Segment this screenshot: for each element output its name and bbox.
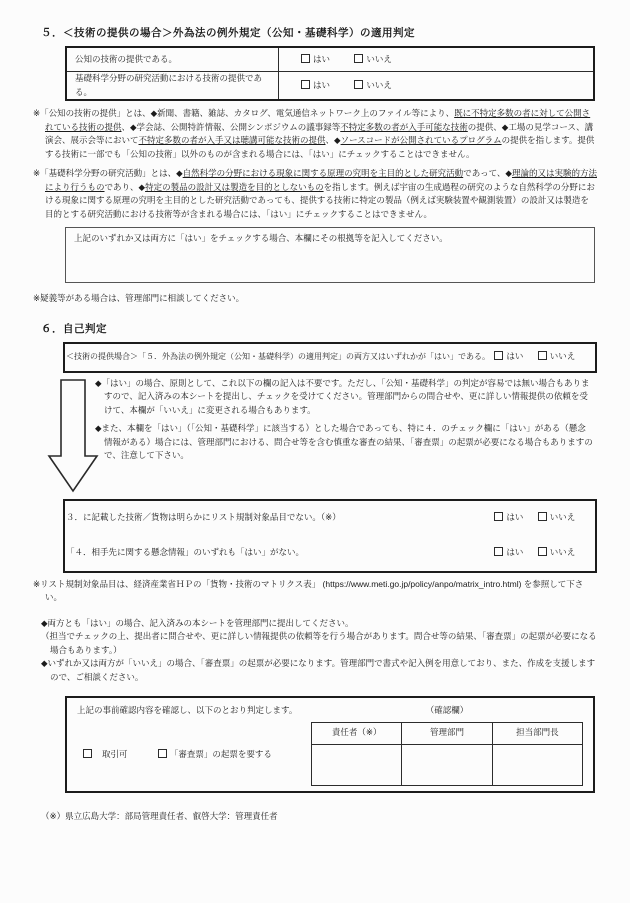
footer-note: （※）県立広島大学：部局管理責任者、叡啓大学：管理責任者 [41, 811, 278, 821]
checkbox-icon[interactable] [83, 749, 92, 758]
down-arrow-icon [47, 379, 99, 493]
checkbox-no[interactable] [538, 546, 576, 560]
column-header: 管理部門 [402, 722, 492, 744]
checkbox-yes[interactable] [301, 79, 330, 93]
checkbox-yes[interactable] [494, 350, 523, 364]
note-public-technology: ※「公知の技術の提供」とは、◆新聞、書籍、雑誌、カタログ、電気通信ネットワーク上のファイル等により、既に不特定多数の者に対して公開されている技術の提供、◆学会誌、公開特許情報、公開シンポジウムの議事録等不特定多数の者が入手可能な技術の提供、◆工場の見学コース、講演会、展示会等において不特定多数の者が入手又は聴講可能な技術の提供、◆ソースコードが公開されているプログラムの提供を指します。提供する技術に一部でも「公知の技術」以外のものが含まれる場合には、「はい」にチェックすることはできません。 [33, 108, 595, 159]
answer-cell [279, 72, 595, 101]
checkbox-no[interactable] [354, 79, 392, 93]
section6-check-table [63, 499, 597, 573]
guidance-bullets [95, 377, 597, 493]
list-control-note: ※リスト規制対象品目は、経済産業省ＨＰの「貨物・技術のマトリクス表」 (https://www.meti.go.jp/policy/anpo/matrix_intro.html) を参照して下さい。 [33, 578, 584, 602]
section6-title: ６．自己判定 [41, 322, 107, 335]
bullet-yes-case: ◆「はい」の場合、原則として、これ以下の欄の記入は不要です。ただし、「公知・基礎科学」の判定が容易では無い場合もありますので、記入済みの本シートを提出し、チェックを受けてください。管理部門からの問合せや、更に詳しい情報提供の依頼を受けて、本欄が「いいえ」に変更される場合もあります。 [95, 377, 590, 415]
signature-cell-responsible[interactable] [312, 744, 402, 785]
answer-cell [488, 536, 596, 572]
checkbox-label: いいえ [549, 351, 576, 362]
basis-entry-instruction: 上記のいずれか又は両方に「はい」をチェックする場合、本欄にその根拠等を記入してください。 [74, 233, 448, 243]
checkbox-icon[interactable] [538, 351, 547, 360]
checkbox-no[interactable] [354, 53, 392, 67]
checkbox-icon[interactable] [158, 749, 167, 758]
checkbox-label: いいえ [366, 53, 392, 64]
checkbox-label: はい [506, 351, 524, 362]
checkbox-label: いいえ [549, 512, 576, 523]
judgement-statement: 上記の事前確認内容を確認し、以下のとおり判定します。 [77, 705, 298, 715]
basis-entry-box[interactable] [65, 227, 595, 283]
section6-main-table [63, 342, 597, 373]
checkbox-label: 「審査票」の起票を要する [169, 749, 272, 759]
question-text: 公知の技術の提供である。 [66, 47, 279, 72]
checkbox-label: はい [313, 53, 331, 64]
checkbox-label: いいえ [549, 547, 576, 558]
checkbox-icon[interactable] [494, 351, 503, 360]
self-judgement-guidance [33, 377, 597, 493]
doubt-note: ※疑義等がある場合は、管理部門に相談してください。 [33, 293, 245, 303]
checkbox-approve[interactable] [83, 748, 128, 762]
table-row [64, 536, 596, 572]
checkbox-yes[interactable] [301, 53, 330, 67]
bullet-no-case: ◆いずれか又は両方が「いいえ」の場合、「審査票」の起票が必要になります。管理部門で書式や記入例を用意しており、また、作成を支援しますので、ご相談ください。 [41, 658, 596, 682]
judgement-options [83, 748, 272, 762]
checkbox-icon[interactable] [354, 80, 363, 89]
table-header-row [312, 722, 583, 744]
checkbox-no[interactable] [538, 350, 576, 364]
arrow-column [33, 377, 95, 493]
checkbox-icon[interactable] [538, 547, 547, 556]
answer-cell [488, 343, 596, 372]
answer-cell [488, 500, 596, 536]
checkbox-icon[interactable] [301, 54, 310, 63]
checkbox-icon[interactable] [494, 547, 503, 556]
checkbox-label: はい [506, 512, 524, 523]
section5-table [65, 46, 595, 101]
question-text: ＜技術の提供場合＞「５．外為法の例外規定（公知・基礎科学）の適用判定」の両方又はいずれかが「はい」である。 [66, 352, 490, 362]
table-row [64, 500, 596, 536]
checkbox-icon[interactable] [301, 80, 310, 89]
checkbox-icon[interactable] [354, 54, 363, 63]
checkbox-yes[interactable] [494, 511, 523, 525]
table-row [66, 72, 594, 101]
checkbox-label: はい [506, 547, 524, 558]
question-text: 「４．相手先に関する懸念情報」のいずれも「はい」がない。 [66, 547, 305, 558]
checkbox-no[interactable] [538, 511, 576, 525]
submission-guidance [41, 617, 597, 685]
question-text: 基礎科学分野の研究活動における技術の提供である。 [66, 72, 279, 101]
checkbox-examination-slip[interactable] [158, 748, 272, 762]
judgement-box [65, 696, 595, 793]
checkbox-yes[interactable] [494, 546, 523, 560]
column-header: 担当部門長 [492, 722, 582, 744]
note-basic-science: ※「基礎科学分野の研究活動」とは、◆自然科学の分野における現象に関する原理の究明を主目的とした研究活動であって、◆理論的又は実験的方法により行うものであり、◆特定の製品の設計又は製造を目的としないものを指します。例えば宇宙の生成過程の研究のような自然科学の分野における現象に関する原理の究明を主目的とした研究活動であっても、提供する技術に特定の製品（例えば実験装置や観測装置）の設計又は製造を目的とする研究活動における技術等が含まれる場合には、「はい」にチェックすることはできません。 [33, 168, 597, 219]
confirmation-label: （確認欄） [425, 705, 469, 715]
signature-cell-department-head[interactable] [492, 744, 582, 785]
bullet-concern-case: ◆また、本欄を「はい」（「公知・基礎科学」に該当する）とした場合であっても、特に４．のチェック欄に「はい」がある（懸念情報がある）場合には、管理部門における、問合せ等を含む慎重な審査の結果、「審査票」の起票が必要になる場合もありますので、注意して下さい。 [95, 423, 593, 460]
question-text: ３．に記載した技術／貨物は明らかにリスト規制対象品目でない。（※） [66, 512, 341, 523]
judgement-left [77, 704, 311, 785]
bullet-both-yes: ◆両方とも「はい」の場合、記入済みの本シートを管理部門に提出してください。 [41, 617, 354, 628]
checkbox-icon[interactable] [538, 512, 547, 521]
checkbox-label: 取引可 [102, 749, 128, 759]
confirmation-table [311, 722, 583, 786]
answer-cell [279, 47, 595, 72]
checkbox-label: いいえ [366, 79, 392, 90]
checkbox-label: はい [313, 79, 331, 90]
section5-title: ５．＜技術の提供の場合＞外為法の例外規定（公知・基礎科学）の適用判定 [41, 27, 415, 39]
table-row [66, 47, 594, 72]
bullet-both-yes-sub: （担当でチェックの上、提出者に問合せや、更に詳しい情報提供の依頼等を行う場合があります。問合せ等の結果、「審査票」の起票が必要になる場合もあります。） [41, 631, 597, 655]
checkbox-icon[interactable] [494, 512, 503, 521]
column-header: 責任者（※） [312, 722, 402, 744]
signature-cell-admin[interactable] [402, 744, 492, 785]
table-row [64, 343, 596, 372]
signature-row [312, 744, 583, 785]
confirmation-area [311, 704, 583, 785]
